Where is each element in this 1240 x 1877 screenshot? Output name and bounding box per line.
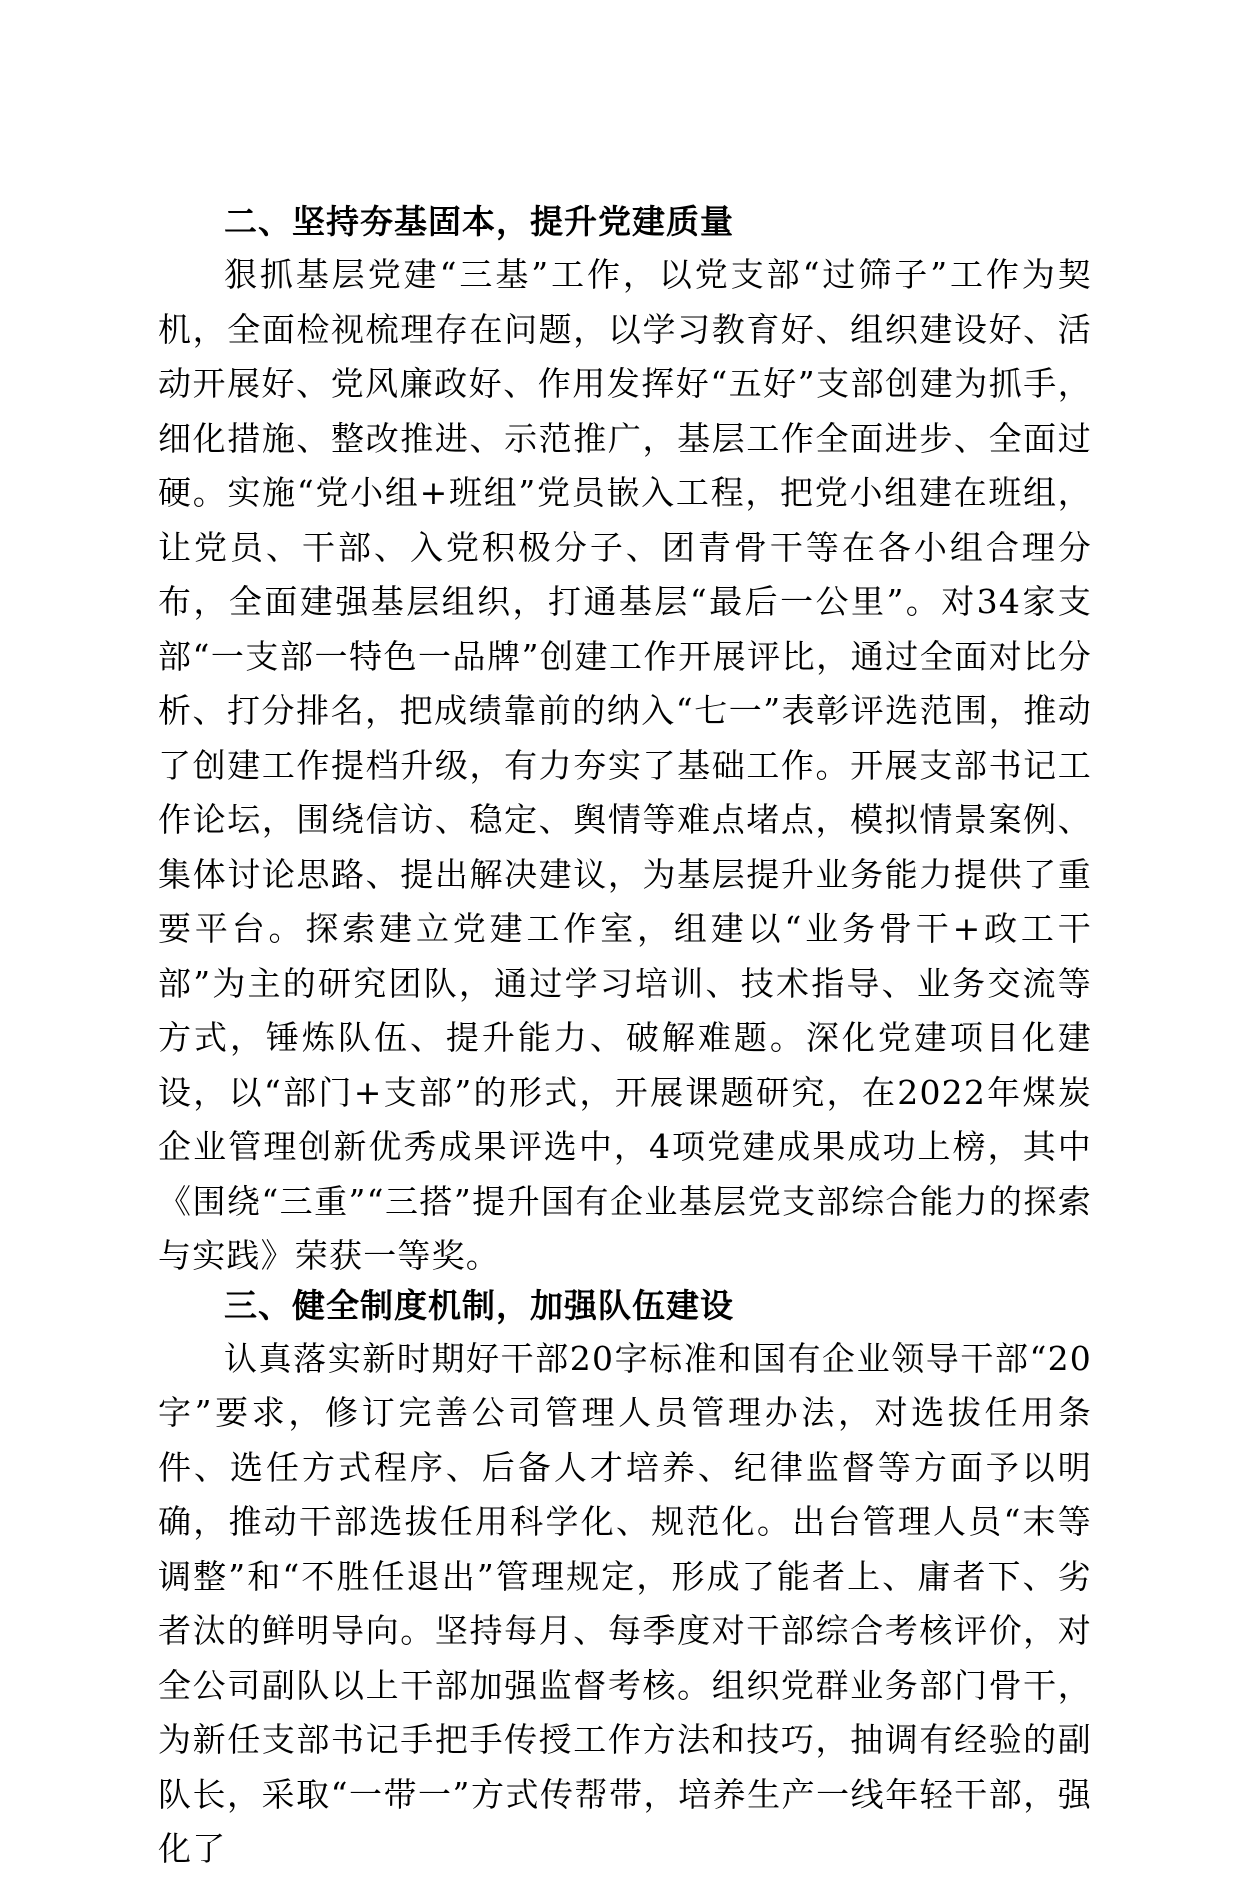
section-party-building xyxy=(158,200,1092,1284)
section-team-building xyxy=(158,1284,1092,1877)
section-paragraph: 狠抓基层党建“三基”工作，以党支部“过筛子”工作为契机，全面检视梳理存在问题，以学习教育好、组织建设好、活动开展好、党风廉政好、作用发挥好“五好”支部创建为抓手，细化措施、整改推进、示范推广，基层工作全面进步、全面过硬。实施“党小组+班组”党员嵌入工程，把党小组建在班组，让党员、干部、入党积极分子、团青骨干等在各小组合理分布，全面建强基层组织，打通基层“最后一公里”。对34家支部“一支部一特色一品牌”创建工作开展评比，通过全面对比分析、打分排名，把成绩靠前的纳入“七一”表彰评选范围，推动了创建工作提档升级，有力夯实了基础工作。开展支部书记工作论坛，围绕信访、稳定、舆情等难点堵点，模拟情景案例、集体讨论思路、提出解决建议，为基层提升业务能力提供了重要平台。探索建立党建工作室，组建以“业务骨干+政工干部”为主的研究团队，通过学习培训、技术指导、业务交流等方式，锤炼队伍、提升能力、破解难题。深化党建项目化建设，以“部门+支部”的形式，开展课题研究，在2022年煤炭企业管理创新优秀成果评选中，4项党建成果成功上榜，其中《围绕“三重”“三搭”提升国有企业基层党支部综合能力的探索与实践》荣获一等奖。 xyxy=(158,255,1092,1275)
section-heading: 二、坚持夯基固本，提升党建质量 xyxy=(224,202,734,241)
document-page xyxy=(158,200,1092,1877)
section-paragraph: 认真落实新时期好干部20字标准和国有企业领导干部“20字”要求，修订完善公司管理人员管理办法，对选拔任用条件、选任方式程序、后备人才培养、纪律监督等方面予以明确，推动干部选拔任用科学化、规范化。出台管理人员“末等调整”和“不胜任退出”管理规定，形成了能者上、庸者下、劣者汰的鲜明导向。坚持每月、每季度对干部综合考核评价，对全公司副队以上干部加强监督考核。组织党群业务部门骨干，为新任支部书记手把手传授工作方法和技巧，抽调有经验的副队长，采取“一带一”方式传帮带，培养生产一线年轻干部，强化了 xyxy=(158,1338,1092,1868)
section-heading: 三、健全制度机制，加强队伍建设 xyxy=(224,1285,734,1325)
